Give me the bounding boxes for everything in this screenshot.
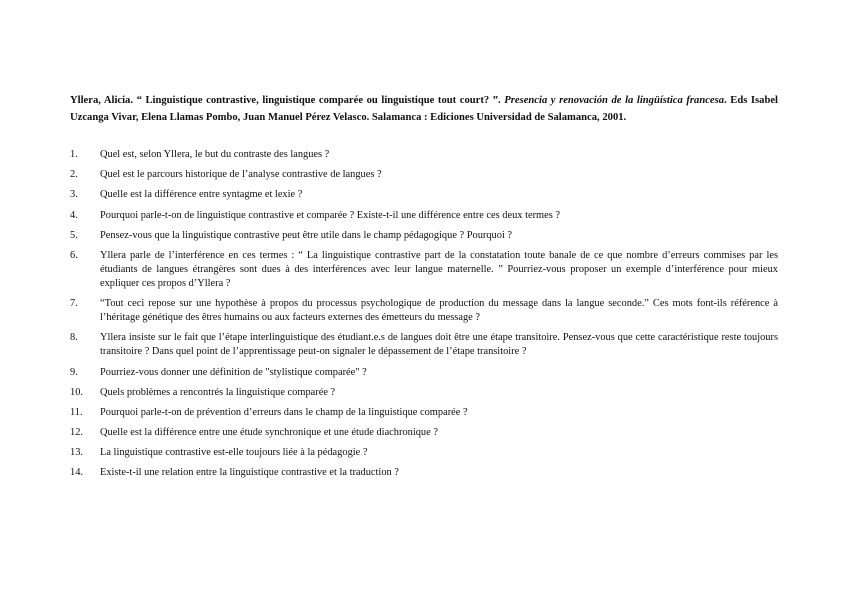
question-text: Quelle est la différence entre syntagme et lexie ? bbox=[100, 189, 303, 201]
question-item bbox=[70, 148, 778, 162]
question-number: 14. bbox=[70, 467, 83, 479]
question-text: Pourriez-vous donner une définition de "stylistique comparée" ? bbox=[100, 366, 367, 378]
question-text: Quel est, selon Yllera, le but du contraste des langues ? bbox=[100, 149, 330, 160]
question-item bbox=[70, 446, 778, 460]
question-number: 10. bbox=[70, 386, 83, 398]
question-number: 13. bbox=[70, 447, 83, 459]
question-item bbox=[70, 366, 778, 380]
question-item bbox=[70, 466, 778, 480]
reference-publication: . Eds Isabel Uzcanga Vivar, Elena Llamas Pombo, Juan Manuel Pérez Velasco. Salamanca : Ediciones Universidad de Salamanca, 2001. bbox=[70, 95, 779, 123]
question-number: 2. bbox=[70, 169, 78, 181]
question-item bbox=[70, 426, 778, 440]
question-text: Pensez-vous que la linguistique contrastive peut être utile dans le champ pédagogique ? Pourquoi ? bbox=[100, 229, 513, 241]
reference-book-title: Presencia y renovación de la lingüística francesa bbox=[504, 95, 725, 106]
question-list bbox=[70, 148, 778, 480]
question-number: 11. bbox=[70, 406, 83, 418]
question-number: 4. bbox=[70, 209, 78, 221]
bibliographic-reference bbox=[70, 92, 778, 126]
question-number: 12. bbox=[70, 427, 83, 439]
question-text: Quel est le parcours historique de l’analyse contrastive de langues ? bbox=[100, 169, 382, 181]
question-number: 1. bbox=[70, 149, 78, 160]
reference-author-title: Yllera, Alicia. “ Linguistique contrastive, linguistique comparée ou linguistique tout court? ”. bbox=[70, 95, 501, 106]
question-item bbox=[70, 249, 778, 291]
question-text: Quels problèmes a rencontrés la linguistique comparée ? bbox=[100, 386, 336, 398]
question-number: 3. bbox=[70, 189, 78, 201]
question-text: Pourquoi parle-t-on de prévention d’erreurs dans le champ de la linguistique comparée ? bbox=[100, 406, 468, 418]
question-item bbox=[70, 331, 778, 359]
question-item bbox=[70, 386, 778, 400]
question-item bbox=[70, 229, 778, 243]
question-item bbox=[70, 188, 778, 202]
question-number: 6. bbox=[70, 249, 78, 261]
question-text: “Tout ceci repose sur une hypothèse à propos du processus psychologique de production du message dans la langue seconde.” Ces mots font-ils référence à l’héritage génétique des êtres humains ou aux facteurs externes des émetteurs du message ? bbox=[100, 298, 778, 324]
question-text: Pourquoi parle-t-on de linguistique contrastive et comparée ? Existe-t-il une différence entre ces deux termes ? bbox=[100, 209, 560, 221]
question-text: Yllera insiste sur le fait que l’étape interlinguistique des étudiant.e.s de langues doit être une étape transitoire. Pensez-vous que cette caractéristique reste toujours transitoire ? Dans quel point de l’apprentissage peut-on signaler le dépassement de l’étape transitoire ? bbox=[100, 332, 778, 358]
question-item bbox=[70, 406, 778, 420]
question-number: 5. bbox=[70, 229, 78, 241]
question-text: La linguistique contrastive est-elle toujours liée à la pédagogie ? bbox=[100, 447, 368, 459]
question-number: 7. bbox=[70, 298, 78, 310]
question-item bbox=[70, 209, 778, 223]
question-text: Existe-t-il une relation entre la linguistique contrastive et la traduction ? bbox=[100, 467, 399, 479]
question-item bbox=[70, 168, 778, 182]
document-page bbox=[70, 92, 778, 487]
question-item bbox=[70, 297, 778, 325]
question-number: 8. bbox=[70, 332, 78, 344]
question-text: Yllera parle de l’interférence en ces termes : “ La linguistique contrastive part de la constatation toute banale de ce que nombre d’erreurs commises par les étudiants de langues étrangères sont dues à des interférences avec leur langue maternelle. ” Pourriez-vous proposer un exemple d’interférence pour mieux expliquer ces propos d’Yllera ? bbox=[100, 249, 778, 289]
question-number: 9. bbox=[70, 366, 78, 378]
question-text: Quelle est la différence entre une étude synchronique et une étude diachronique ? bbox=[100, 427, 438, 439]
